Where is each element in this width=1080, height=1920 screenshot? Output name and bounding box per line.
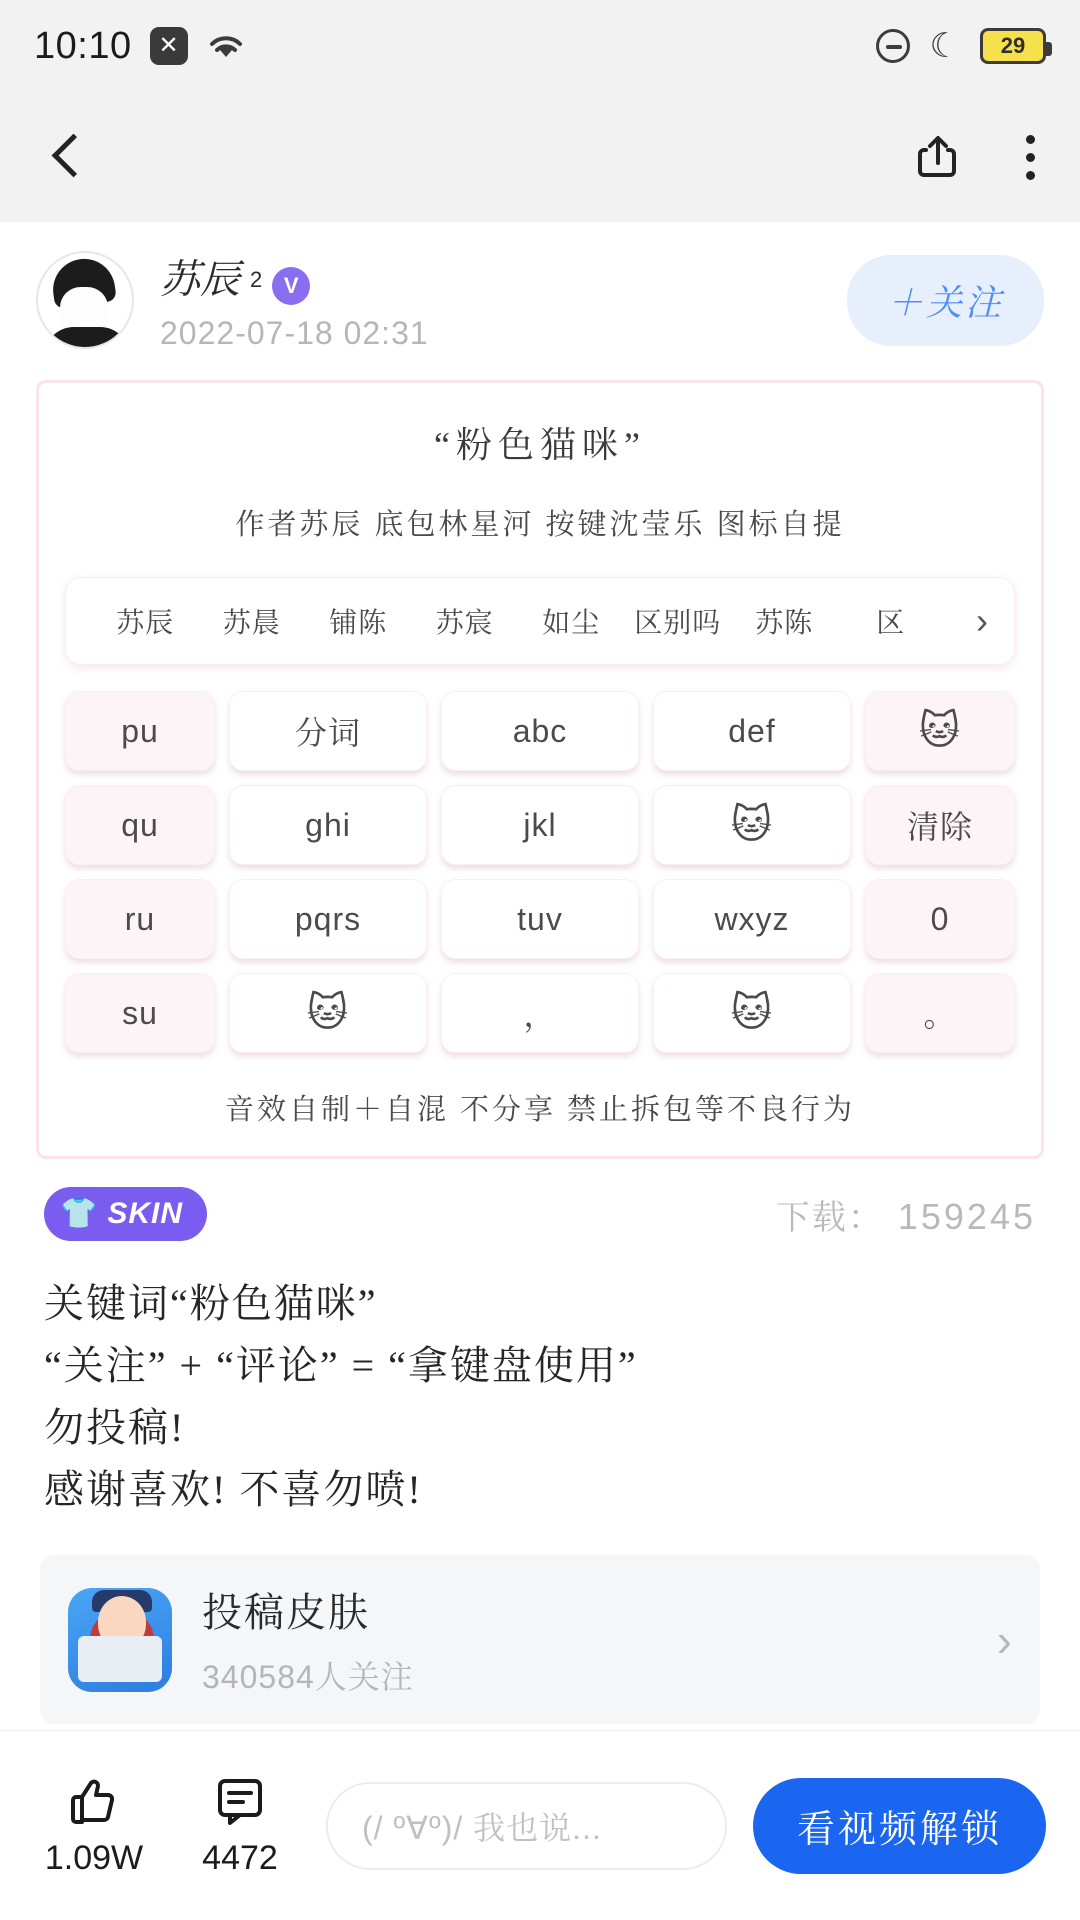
author-row xyxy=(0,222,1080,362)
key: ghi xyxy=(229,785,427,865)
post-date: 2022-07-18 02:31 xyxy=(160,315,429,351)
preview-credits: 作者苏辰 底包林星河 按键沈莹乐 图标自提 xyxy=(235,509,845,541)
dnd-icon xyxy=(876,29,910,63)
candidate-item: 区别吗 xyxy=(634,607,722,638)
key-clear: 清除 xyxy=(865,785,1015,865)
tshirt-icon: 👕 xyxy=(60,1197,98,1230)
key-cat-icon: 🐱 xyxy=(653,785,851,865)
keyboard-row xyxy=(65,691,1015,771)
key: 。 xyxy=(865,973,1015,1053)
moon-icon: ☾ xyxy=(929,27,960,65)
skin-preview-wrap xyxy=(0,362,1080,1159)
key: 0 xyxy=(865,879,1015,959)
status-bar-right xyxy=(876,28,1046,64)
avatar[interactable] xyxy=(36,251,134,349)
nav-bar xyxy=(0,92,1080,222)
key-cat-icon: 🐱 xyxy=(229,973,427,1053)
comment-icon xyxy=(212,1773,268,1829)
key: ru xyxy=(65,879,215,959)
skin-preview-card[interactable] xyxy=(36,380,1044,1159)
key-cat-icon: 🐱 xyxy=(653,973,851,1053)
skin-badge-label: SKIN xyxy=(107,1197,184,1230)
back-button[interactable] xyxy=(44,134,90,180)
keyboard-row xyxy=(65,879,1015,959)
share-icon[interactable] xyxy=(914,133,962,181)
key: ， xyxy=(441,973,639,1053)
status-bar-left xyxy=(34,25,246,68)
candidate-item: 苏晨 xyxy=(222,607,281,638)
bottom-action-bar xyxy=(0,1730,1080,1920)
key: wxyz xyxy=(653,879,851,959)
author-name-line xyxy=(160,248,821,305)
key: jkl xyxy=(441,785,639,865)
candidate-item: 苏陈 xyxy=(755,607,814,638)
candidate-item: 苏辰 xyxy=(116,607,175,638)
battery-level: 29 xyxy=(1000,33,1026,58)
chevron-right-icon: › xyxy=(976,600,988,641)
related-text xyxy=(202,1581,967,1698)
description-line: “关注” + “评论” = “拿键盘使用” xyxy=(44,1343,638,1388)
unlock-video-button[interactable]: 看视频解锁 xyxy=(753,1778,1046,1874)
post-description xyxy=(0,1241,1080,1521)
preview-title: “粉色猫咪” xyxy=(434,425,646,465)
key: abc xyxy=(441,691,639,771)
skin-badge[interactable] xyxy=(44,1187,207,1241)
keyboard-row xyxy=(65,973,1015,1053)
keyboard-preview xyxy=(65,691,1015,1053)
candidate-item: 苏宸 xyxy=(435,607,494,638)
author-name[interactable]: 苏辰 xyxy=(160,257,240,302)
candidate-item: 区 xyxy=(876,607,906,638)
key: tuv xyxy=(441,879,639,959)
status-bar xyxy=(0,0,1080,92)
key: qu xyxy=(65,785,215,865)
key: 分词 xyxy=(229,691,427,771)
close-badge-icon: ✕ xyxy=(150,27,188,65)
battery-icon xyxy=(980,28,1046,64)
thumbs-up-icon xyxy=(66,1773,122,1829)
candidate-bar xyxy=(65,577,1015,665)
verified-badge-icon: V xyxy=(272,267,310,305)
download-info xyxy=(776,1190,1036,1239)
wifi-icon xyxy=(206,31,246,61)
related-subtitle: 340584人关注 xyxy=(202,1659,414,1695)
candidate-item: 铺陈 xyxy=(329,607,388,638)
chevron-right-icon: › xyxy=(996,1613,1012,1666)
meta-row xyxy=(0,1159,1080,1241)
comment-input[interactable]: (/ º∀º)/ 我也说... xyxy=(326,1782,727,1870)
download-label: 下载： xyxy=(775,1198,884,1237)
preview-footer: 音效自制＋自混 不分享 禁止拆包等不良行为 xyxy=(224,1094,856,1126)
like-button[interactable] xyxy=(34,1773,154,1878)
status-time: 10:10 xyxy=(34,24,132,67)
download-count: 159245 xyxy=(897,1195,1036,1237)
like-count: 1.09W xyxy=(44,1839,144,1877)
author-info xyxy=(160,248,821,352)
key: pqrs xyxy=(229,879,427,959)
related-topic-entry[interactable] xyxy=(40,1555,1040,1724)
keyboard-row xyxy=(65,785,1015,865)
key-cat-icon: 🐱 xyxy=(865,691,1015,771)
more-vertical-icon[interactable] xyxy=(1024,135,1036,180)
comment-count: 4472 xyxy=(202,1839,278,1877)
follow-button[interactable]: ＋关注 xyxy=(847,255,1044,346)
key: pu xyxy=(65,691,215,771)
author-name-sup: 2 xyxy=(250,267,263,292)
related-title: 投稿皮肤 xyxy=(202,1590,370,1635)
key: su xyxy=(65,973,215,1053)
description-line: 关键词“粉色猫咪” xyxy=(44,1281,378,1326)
description-line: 感谢喜欢! 不喜勿喷! xyxy=(44,1467,423,1512)
key: def xyxy=(653,691,851,771)
app-icon xyxy=(68,1588,172,1692)
candidate-item: 如尘 xyxy=(542,607,601,638)
comment-button[interactable] xyxy=(180,1773,300,1878)
description-line: 勿投稿! xyxy=(44,1405,186,1450)
nav-actions xyxy=(914,133,1036,181)
